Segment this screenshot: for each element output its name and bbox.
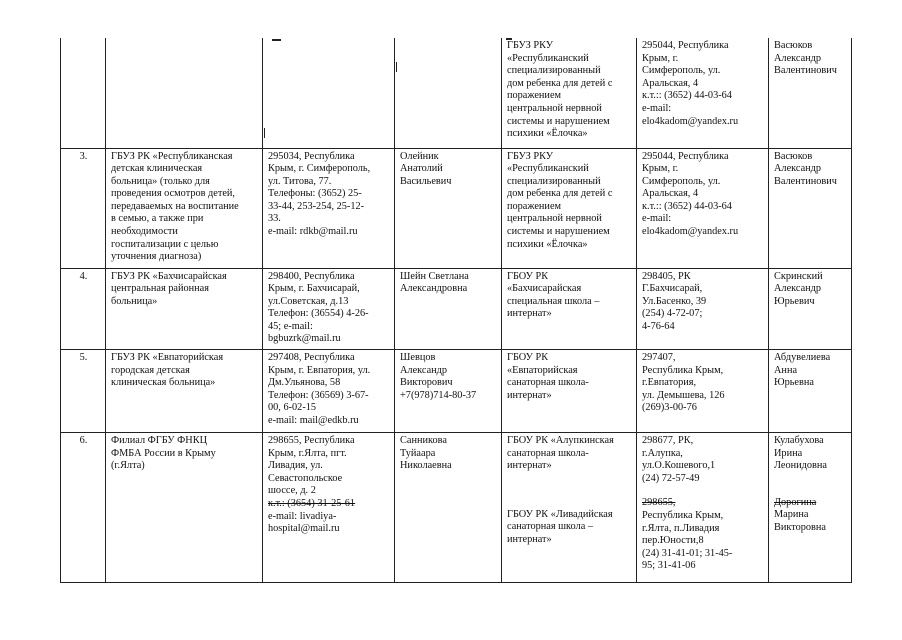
text-line: Крым, г. Евпатория, ул. <box>268 364 371 376</box>
table-row <box>61 148 852 268</box>
text-line: Г.Бахчисарай, <box>642 283 703 295</box>
row-number-cell: 5. <box>61 350 106 433</box>
text-line: Аральская, 4 <box>642 188 699 200</box>
text-line: Анна <box>774 364 798 376</box>
text-line: (254) 4-72-07; <box>642 308 703 320</box>
text-line: «Бахчисарайская <box>507 283 582 295</box>
medical-org-cell <box>106 148 263 268</box>
text-line: ГБУЗ РКУ <box>507 40 554 51</box>
text-line: дом ребенка для детей с <box>507 188 613 200</box>
text-line: 33-44, 253-254, 25-12- <box>268 200 365 212</box>
text-line: ГБУЗ РК «Республиканская <box>111 150 233 162</box>
text-line: больница» <box>111 295 158 307</box>
text-line: психики «Ёлочка» <box>507 238 588 250</box>
text-line: elo4kadom@yandex.ru <box>642 115 739 127</box>
text-line: Филиал ФГБУ ФНКЦ <box>111 435 208 447</box>
organizations-table <box>60 38 852 583</box>
text-line: клиническая больница» <box>111 377 216 389</box>
text-line: центральная районная <box>111 283 209 295</box>
text-line: Николаевна <box>400 460 452 472</box>
text-line: e-mail: mail@edkb.ru <box>268 415 359 427</box>
text-line: в семью, а также при <box>111 213 204 225</box>
text-line: ГБОУ РК «Алупкинская <box>507 435 614 447</box>
text-line: г.Ялта, п.Ливадия <box>642 522 720 534</box>
text-line: проведения осмотров детей, <box>111 188 236 200</box>
text-line: Ирина <box>774 447 803 459</box>
text-line: Васильевич <box>400 175 452 187</box>
text-line: Валентинович <box>774 65 837 77</box>
text-line: специальная школа – <box>507 295 600 307</box>
struck-phone: к.т.: (3654) 31-25-61 <box>268 498 356 510</box>
text-line: Симферополь, ул. <box>642 65 721 77</box>
text-line: 298655, Республика <box>268 435 355 447</box>
child-institution-head-cell <box>769 268 852 350</box>
text-line: Александр <box>774 52 822 64</box>
text-line: необходимости <box>111 226 178 238</box>
text-line: Крым, г. Бахчисарай, <box>268 283 360 295</box>
text-line: 45; e-mail: <box>268 320 313 332</box>
child-institution-alupka <box>507 435 632 473</box>
text-line: специализированный <box>507 65 601 77</box>
medical-head-cell <box>395 38 502 148</box>
text-line: ул.Советская, д.13 <box>268 295 349 307</box>
text-line: Симферополь, ул. <box>642 175 721 187</box>
text-line: интернат» <box>507 534 552 546</box>
text-line: дом ребенка для детей с <box>507 77 613 89</box>
text-line: Телефон: (36569) 3-67- <box>268 389 369 401</box>
text-line: ул. Титова, 77. <box>268 175 332 187</box>
medical-email-text <box>268 511 390 536</box>
text-line: ГБУЗ РК «Бахчисарайская <box>111 270 227 282</box>
text-line: 00, 6-02-15 <box>268 402 317 414</box>
table-row <box>61 350 852 433</box>
table-row <box>61 433 852 583</box>
table-row <box>61 268 852 350</box>
text-line: Аральская, 4 <box>642 77 699 89</box>
row-number-cell: 6. <box>61 433 106 583</box>
child-institution-address-cell <box>637 148 769 268</box>
text-line: ФМБА России в Крыму <box>111 447 216 459</box>
child-institution-cell <box>502 433 637 583</box>
text-line: поражением <box>507 90 562 102</box>
text-line: (269)3-00-76 <box>642 402 697 414</box>
table-row <box>61 38 852 148</box>
text-line: Юрьевич <box>774 295 815 307</box>
text-line: интернат» <box>507 389 552 401</box>
medical-address-cell <box>263 268 395 350</box>
text-line: elo4kadom@yandex.ru <box>642 226 739 238</box>
text-line: госпитализации с целью <box>111 238 219 250</box>
text-line: Викторовна <box>774 522 826 534</box>
struck-postcode: 298655, <box>642 497 676 509</box>
text-line: Олейник <box>400 150 439 162</box>
text-line: Васюков <box>774 40 813 51</box>
text-line: Анатолий <box>400 163 443 175</box>
text-line: Крым, г. Симферополь, <box>268 163 371 175</box>
text-line: «Республиканский <box>507 52 589 64</box>
text-line: Крым, г. <box>642 52 679 64</box>
text-line: поражением <box>507 200 562 212</box>
text-line: 33. <box>268 213 281 225</box>
child-institution-cell <box>502 38 637 148</box>
text-line: центральной нервной <box>507 213 602 225</box>
alupka-head <box>774 435 847 473</box>
text-line: ГБОУ РК <box>507 270 549 282</box>
text-line: к.т.:: (3652) 44-03-64 <box>642 90 732 102</box>
child-institution-address-cell <box>637 38 769 148</box>
medical-address-cell <box>263 38 395 148</box>
child-institution-cell <box>502 148 637 268</box>
medical-org-cell <box>106 38 263 148</box>
text-line: «Республиканский <box>507 163 589 175</box>
child-institution-head-cell <box>769 433 852 583</box>
child-institution-address-cell <box>637 433 769 583</box>
text-line: 295044, Республика <box>642 150 729 162</box>
row-number-cell: 4. <box>61 268 106 350</box>
text-line: интернат» <box>507 308 552 320</box>
text-line: Марина <box>774 509 809 521</box>
child-institution-address-cell <box>637 350 769 433</box>
text-line: bgbuzrk@mail.ru <box>268 333 341 345</box>
text-line: Республика Крым, <box>642 364 724 376</box>
text-line: интернат» <box>507 460 552 472</box>
child-institution-head-cell <box>769 38 852 148</box>
text-line: ГБУЗ РКУ <box>507 150 554 162</box>
text-line: e-mail: livadiya- <box>268 510 337 522</box>
text-line: санаторная школа- <box>507 447 589 459</box>
text-line: г.Алупка, <box>642 447 683 459</box>
text-line: ул. Демышева, 126 <box>642 389 725 401</box>
text-line: Скринский <box>774 270 823 282</box>
text-line: Ул.Басенко, 39 <box>642 295 707 307</box>
medical-head-cell <box>395 350 502 433</box>
text-line: к.т.:: (3652) 44-03-64 <box>642 200 732 212</box>
text-line: Александр <box>774 283 822 295</box>
text-line: Крым, г.Ялта, пгт. <box>268 447 347 459</box>
text-line: e-mail: <box>642 102 672 114</box>
livadia-head <box>774 509 847 534</box>
text-line: больница» (только для <box>111 175 210 187</box>
text-line: 298400, Республика <box>268 270 355 282</box>
text-line: 295044, Республика <box>642 40 729 51</box>
text-line: ГБОУ РК <box>507 352 549 364</box>
medical-address-cell <box>263 350 395 433</box>
text-line: «Евпаторийская <box>507 364 578 376</box>
text-line: e-mail: <box>642 213 672 225</box>
text-line: Викторович <box>400 377 453 389</box>
text-line: ул.О.Кошевого,1 <box>642 460 716 472</box>
text-line: Кулабухова <box>774 435 824 447</box>
child-institution-cell <box>502 268 637 350</box>
text-line: городская детская <box>111 364 190 376</box>
text-line: 295034, Республика <box>268 150 355 162</box>
child-institution-cell <box>502 350 637 433</box>
alupka-address <box>642 435 764 485</box>
text-line: e-mail: rdkb@mail.ru <box>268 226 358 238</box>
text-line: детская клиническая <box>111 163 203 175</box>
medical-org-cell <box>106 433 263 583</box>
text-line: Республика Крым, <box>642 510 724 522</box>
text-line: Абдувелиева <box>774 352 831 364</box>
text-line: Дм.Ульянова, 58 <box>268 377 341 389</box>
medical-address-cell <box>263 148 395 268</box>
text-line: шоссе, д. 2 <box>268 485 316 497</box>
text-line: Васюков <box>774 150 813 162</box>
text-line: Туйаара <box>400 447 436 459</box>
text-line: Телефоны: (3652) 25- <box>268 188 362 200</box>
medical-address-cell <box>263 433 395 583</box>
text-line: Крым, г. <box>642 163 679 175</box>
text-line: 4-76-64 <box>642 320 675 332</box>
text-line: Шейн Светлана <box>400 270 469 282</box>
child-institution-head-cell <box>769 148 852 268</box>
struck-head-surname: Дорогина <box>774 496 817 508</box>
text-line: санаторная школа – <box>507 521 593 533</box>
text-line: системы и нарушением <box>507 115 610 127</box>
text-line: пер.Юности,8 <box>642 535 704 547</box>
medical-org-cell <box>106 268 263 350</box>
text-line: (г.Ялта) <box>111 460 145 472</box>
row-number-cell: 3. <box>61 148 106 268</box>
text-line: Александр <box>774 163 822 175</box>
medical-head-cell <box>395 433 502 583</box>
text-line: Леонидовна <box>774 460 827 472</box>
text-line: (24) 72-57-49 <box>642 472 700 484</box>
text-line: ГБУЗ РК «Евпаторийская <box>111 352 224 364</box>
text-line: 95; 31-41-06 <box>642 560 696 572</box>
child-institution-livadia <box>507 509 632 547</box>
medical-address-text <box>268 435 390 498</box>
text-line: +7(978)714-80-37 <box>400 389 477 401</box>
text-line: Санникова <box>400 435 447 447</box>
text-line: Севастопольское <box>268 472 343 484</box>
text-line: санаторная школа- <box>507 377 589 389</box>
text-line: системы и нарушением <box>507 226 610 238</box>
text-line: Александр <box>400 364 448 376</box>
text-line: hospital@mail.ru <box>268 523 340 535</box>
text-line: центральной нервной <box>507 102 602 114</box>
child-institution-head-cell <box>769 350 852 433</box>
text-line: (24) 31-41-01; 31-45- <box>642 547 733 559</box>
text-line: 297407, <box>642 352 676 364</box>
row-number-cell <box>61 38 106 148</box>
text-line: г.Евпатория, <box>642 377 697 389</box>
text-line: 297408, Республика <box>268 352 355 364</box>
text-line: Телефон: (36554) 4-26- <box>268 308 369 320</box>
medical-head-cell <box>395 148 502 268</box>
text-line: Валентинович <box>774 175 837 187</box>
text-line: 298677, РК, <box>642 435 694 447</box>
text-line: уточнения диагноза) <box>111 251 202 263</box>
livadia-address <box>642 510 764 573</box>
medical-head-cell <box>395 268 502 350</box>
text-line: Юрьевна <box>774 377 814 389</box>
medical-org-cell <box>106 350 263 433</box>
text-line: психики «Ёлочка» <box>507 128 588 140</box>
child-institution-address-cell <box>637 268 769 350</box>
text-line: Александровна <box>400 283 468 295</box>
text-line: Шевцов <box>400 352 436 364</box>
text-line: передаваемых на воспитание <box>111 200 239 212</box>
text-line: Ливадия, ул. <box>268 460 323 472</box>
text-line: 298405, РК <box>642 270 691 282</box>
text-line: ГБОУ РК «Ливадийская <box>507 508 613 520</box>
text-line: специализированный <box>507 175 601 187</box>
